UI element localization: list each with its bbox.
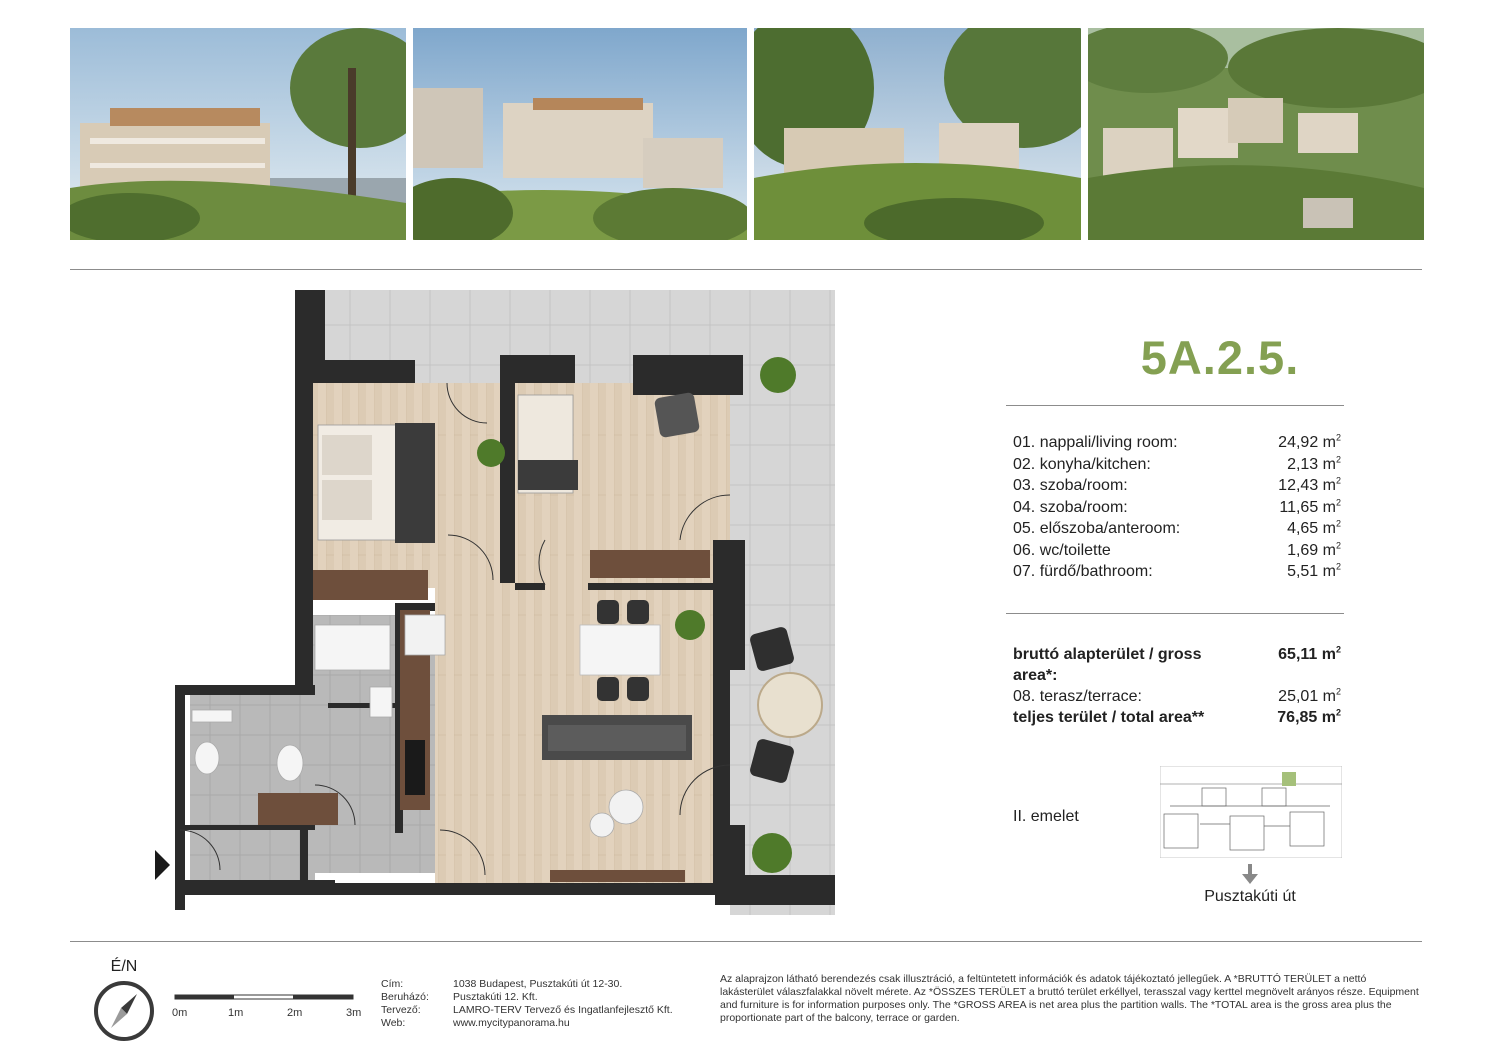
room-label: 03. szoba/room: <box>1013 477 1128 494</box>
room-area: 12,43 $m^2$ <box>1278 475 1341 494</box>
scale-tick-label: 2m <box>287 1007 303 1019</box>
credit-row <box>381 991 673 1004</box>
project-credits <box>381 978 673 1030</box>
credit-row <box>381 1004 673 1017</box>
panel-divider-top <box>1006 405 1344 406</box>
street-label: Pusztakúti út <box>1204 888 1296 905</box>
credit-key: Web: <box>381 1017 406 1029</box>
room-row <box>1013 454 1341 476</box>
room-label: 02. konyha/kitchen: <box>1013 455 1151 473</box>
exterior-render-aerial <box>1088 28 1424 240</box>
room-label: 01. nappali/living room: <box>1013 434 1178 451</box>
floor-level-label: II. emelet <box>1013 808 1079 825</box>
divider-top <box>70 269 1422 270</box>
room-area: 2,13 $m^2$ <box>1287 454 1341 473</box>
room-area: 4,65 $m^2$ <box>1287 518 1341 537</box>
arrow-down-icon <box>1238 862 1262 886</box>
scale-tick-label: 3m <box>346 1007 362 1019</box>
terrace-area-label: 08. terasz/terrace: <box>1013 688 1142 705</box>
gross-area-row <box>1013 644 1341 686</box>
site-plan-key <box>1160 766 1342 858</box>
north-compass-icon <box>93 980 155 1042</box>
credit-key: Cím: <box>381 978 404 990</box>
exterior-render-1 <box>70 28 406 240</box>
room-label: 06. wc/toilette <box>1013 541 1111 559</box>
panel-divider-bottom <box>1006 613 1344 614</box>
terrace-area-row <box>1013 686 1341 707</box>
floor-plan <box>150 285 840 920</box>
scale-tick-label: 0m <box>172 1007 188 1019</box>
gross-area-label: bruttó alapterület / gross area*: <box>1013 646 1202 684</box>
credit-key: Beruházó: <box>381 991 429 1003</box>
room-label: 05. előszoba/anteroom: <box>1013 520 1181 537</box>
compass-label: É/N <box>110 958 138 975</box>
area-totals <box>1013 644 1341 728</box>
room-area-list <box>1013 432 1341 583</box>
room-label: 07. fürdő/bathroom: <box>1013 563 1153 580</box>
credit-key: Tervező: <box>381 1004 421 1016</box>
credit-value: 1038 Budapest, Pusztakúti út 12-30. <box>453 978 623 990</box>
room-area: 24,92 $m^2$ <box>1278 432 1341 451</box>
gross-area-value: 65,11 $m^2$ <box>1278 644 1341 663</box>
divider-bottom <box>70 941 1422 942</box>
scale-bar <box>170 990 370 1022</box>
exterior-render-3 <box>754 28 1081 240</box>
room-row <box>1013 561 1341 583</box>
room-label: 04. szoba/room: <box>1013 498 1128 516</box>
disclaimer-text: Az alaprajzon látható berendezés csak illusztráció, a feltüntetett információk és adatok tájékoztató jellegűek. A *BRUTTÓ TERÜLET a nettó lakásterület válaszfalakkal növelt mérete. Az *ÖSSZES TERÜLET a bruttó terület erkéllyel, terasszal vagy kerttel megnövelt arányos része. Equipment and furniture is for information purposes only. The *GROSS AREA is net area plus the partition walls. The *TOTAL area is the gross area plus the proportionate part of the balcony, terrace or garden. <box>720 973 1419 1024</box>
total-area-row <box>1013 707 1341 728</box>
room-area: 5,51 $m^2$ <box>1287 561 1341 580</box>
credit-row <box>381 1017 673 1030</box>
room-row <box>1013 432 1341 454</box>
room-row <box>1013 518 1341 540</box>
total-area-label: teljes terület / total area** <box>1013 709 1205 726</box>
room-area: 1,69 $m^2$ <box>1287 540 1341 559</box>
terrace-area-value: 25,01 $m^2$ <box>1278 686 1341 705</box>
room-row <box>1013 475 1341 497</box>
credit-value: Pusztakúti 12. Kft. <box>453 991 538 1003</box>
website-link[interactable]: www.mycitypanorama.hu <box>453 1017 570 1029</box>
room-row <box>1013 540 1341 562</box>
exterior-render-2 <box>413 28 747 240</box>
total-area-value: 76,85 $m^2$ <box>1277 707 1341 726</box>
room-area: 11,65 $m^2$ <box>1279 497 1341 516</box>
credit-value: LAMRO-TERV Tervező és Ingatlanfejlesztő Kft. <box>453 1004 673 1016</box>
credit-row <box>381 978 673 991</box>
unit-code: 5A.2.5. <box>1140 331 1300 384</box>
scale-tick-label: 1m <box>228 1007 244 1019</box>
room-row <box>1013 497 1341 519</box>
